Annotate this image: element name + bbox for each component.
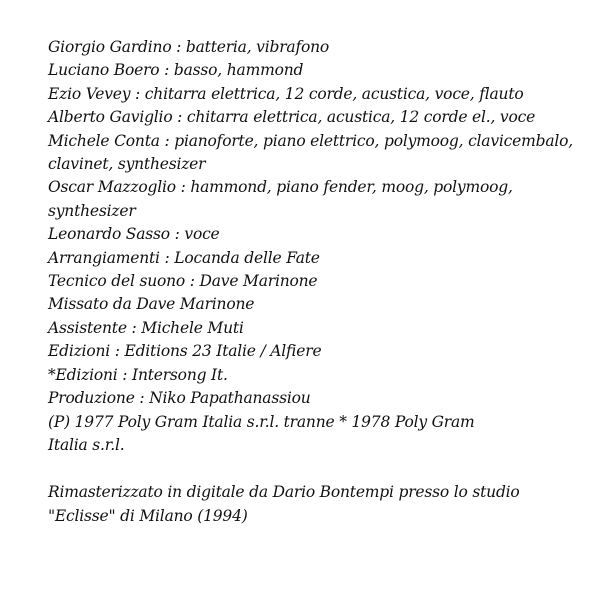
credits-text: [48, 36, 588, 528]
credit-line: Italia s.r.l.: [48, 435, 125, 454]
credit-line: Michele Conta : pianoforte, piano elettrico, polymoog, clavicembalo,: [48, 131, 573, 150]
credit-line: (P) 1977 Poly Gram Italia s.r.l. tranne * 1978 Poly Gram: [48, 412, 475, 431]
credit-line: Arrangiamenti : Locanda delle Fate: [48, 248, 320, 267]
remaster-line: Rimasterizzato in digitale da Dario Bontempi presso lo studio: [48, 483, 520, 502]
credit-line: Leonardo Sasso : voce: [48, 225, 220, 244]
credit-line: Missato da Dave Marinone: [48, 295, 255, 314]
credit-line: Ezio Vevey : chitarra elettrica, 12 corde, acustica, voce, flauto: [48, 84, 524, 103]
credit-line: Giorgio Gardino : batteria, vibrafono: [48, 38, 330, 56]
paragraph-gap: [48, 457, 588, 481]
credit-line: Oscar Mazzoglio : hammond, piano fender, moog, polymoog,: [48, 178, 513, 197]
credit-line: *Edizioni : Intersong It.: [48, 365, 228, 384]
credit-line: Tecnico del suono : Dave Marinone: [48, 272, 318, 291]
credit-line: Alberto Gaviglio : chitarra elettrica, acustica, 12 corde el., voce: [48, 108, 536, 127]
credit-line: Luciano Boero : basso, hammond: [48, 61, 304, 80]
credit-line: synthesizer: [48, 201, 136, 220]
remaster-line: "Eclisse" di Milano (1994): [48, 506, 248, 525]
credit-line: Produzione : Niko Papathanassiou: [48, 389, 311, 408]
credit-line: clavinet, synthesizer: [48, 155, 206, 174]
credit-line: Assistente : Michele Muti: [48, 318, 244, 337]
credit-line: Edizioni : Editions 23 Italie / Alfiere: [48, 342, 322, 361]
